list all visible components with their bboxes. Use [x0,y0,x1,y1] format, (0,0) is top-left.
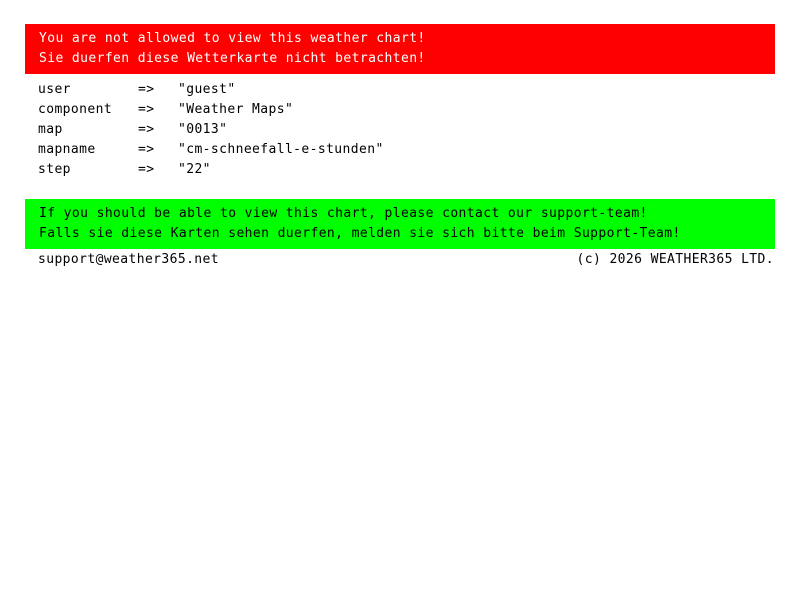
parameter-key: map [38,122,63,137]
error-banner [25,24,775,74]
parameter-row-user [38,80,384,100]
info-banner-line-en: If you should be able to view this chart, please contact our support-team! [39,206,648,221]
info-banner [25,199,775,249]
parameter-key: user [38,82,71,97]
parameter-row-step [38,160,384,180]
error-banner-line-de: Sie duerfen diese Wetterkarte nicht betrachten! [39,51,426,66]
error-banner-line-en: You are not allowed to view this weather chart! [39,31,426,46]
support-email[interactable]: support@weather365.net [38,252,219,267]
parameter-value: "guest" [178,82,236,97]
parameter-value: "Weather Maps" [178,102,294,117]
parameter-key: component [38,102,113,117]
parameter-row-component [38,100,384,120]
parameter-arrow: => [138,142,155,157]
copyright-notice: (c) 2026 WEATHER365 LTD. [576,252,774,267]
parameter-arrow: => [138,82,155,97]
footer [38,250,774,270]
parameter-value: "22" [178,162,211,177]
parameter-arrow: => [138,122,155,137]
parameter-arrow: => [138,102,155,117]
parameter-key: mapname [38,142,96,157]
info-banner-line-de: Falls sie diese Karten sehen duerfen, melden sie sich bitte beim Support-Team! [39,226,681,241]
parameter-row-mapname [38,140,384,160]
parameter-key: step [38,162,71,177]
parameter-value: "cm-schneefall-e-stunden" [178,142,384,157]
parameter-value: "0013" [178,122,228,137]
parameter-list [38,80,384,180]
parameter-row-map [38,120,384,140]
parameter-arrow: => [138,162,155,177]
